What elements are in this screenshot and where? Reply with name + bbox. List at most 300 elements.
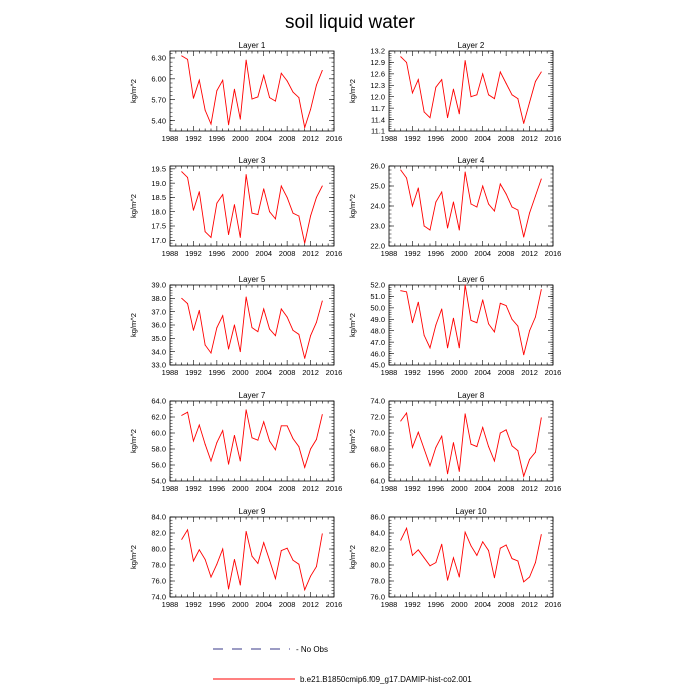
data-point [529,102,530,103]
data-point [465,285,466,286]
data-point [228,349,229,350]
data-point [269,97,270,98]
data-point [465,532,466,533]
series-line [182,56,323,128]
data-point [287,80,288,81]
legend-model-label: b.e21.B1850cmip6.f09_g17.DAMIP-hist-co2.001 [300,675,472,684]
panels [129,41,561,609]
panel-layer-1 [129,41,342,143]
data-point [275,101,276,102]
data-point [240,119,241,120]
data-point [216,442,217,443]
data-point [459,347,460,348]
data-point [459,471,460,472]
data-point [252,99,253,100]
data-point [476,207,477,208]
data-point [412,206,413,207]
y-tick-label: 47.0 [370,337,385,347]
data-point [322,414,323,415]
data-point [465,413,466,414]
data-point [459,230,460,231]
x-tick-label: 2016 [544,368,562,377]
y-tick-label: 36.0 [151,320,166,330]
panel-title: Layer 1 [238,41,266,50]
x-tick-label: 2008 [497,484,515,493]
y-axis-label: kg/m^2 [129,429,138,453]
y-tick-label: 19.5 [151,164,166,174]
y-tick-label: 18.5 [151,193,166,203]
x-tick-label: 1996 [208,600,226,609]
y-tick-label: 13.2 [370,46,385,56]
data-point [535,81,536,82]
data-point [535,452,536,453]
data-point [193,330,194,331]
data-point [447,117,448,118]
y-tick-label: 22.0 [370,241,385,251]
x-tick-label: 1996 [427,600,445,609]
x-tick-label: 2000 [231,484,249,493]
data-point [193,441,194,442]
data-point [228,124,229,125]
data-point [275,449,276,450]
data-point [199,425,200,426]
y-tick-label: 56.0 [151,460,166,470]
series-line [401,170,542,237]
data-point [234,89,235,90]
data-point [482,541,483,542]
x-tick-label: 2004 [474,600,492,609]
data-point [471,545,472,546]
data-point [435,325,436,326]
x-tick-label: 1988 [380,134,398,143]
x-tick-label: 1992 [185,134,202,143]
data-point [453,557,454,558]
data-point [435,447,436,448]
data-point [482,73,483,74]
data-point [441,436,442,437]
data-point [205,110,206,111]
data-point [281,73,282,74]
y-axis-label: kg/m^2 [129,545,138,569]
x-tick-label: 1988 [161,368,179,377]
data-point [275,578,276,579]
data-point [447,347,448,348]
data-point [316,566,317,567]
data-point [541,289,542,290]
data-point [205,345,206,346]
y-tick-label: 80.0 [370,560,385,570]
y-tick-label: 12.6 [370,69,385,79]
data-point [412,447,413,448]
data-point [482,299,483,300]
panel-title: Layer 8 [457,391,485,400]
data-point [476,322,477,323]
data-point [246,174,247,175]
x-tick-label: 1988 [380,484,398,493]
data-point [435,87,436,88]
x-tick-label: 2004 [255,368,273,377]
x-tick-label: 2008 [497,368,515,377]
data-point [187,412,188,413]
data-point [205,231,206,232]
data-point [322,533,323,534]
x-tick-label: 2004 [255,600,273,609]
data-point [435,202,436,203]
panel-title: Layer 5 [238,275,266,284]
y-tick-label: 6.00 [151,74,166,84]
data-point [216,90,217,91]
x-tick-label: 2016 [325,134,343,143]
data-point [304,589,305,590]
x-tick-label: 2012 [302,249,319,258]
data-point [447,473,448,474]
data-point [465,172,466,173]
plot-frame [170,517,334,597]
data-point [187,59,188,60]
data-point [488,550,489,551]
data-point [453,89,454,90]
x-tick-label: 2012 [521,600,538,609]
data-point [252,327,253,328]
x-tick-label: 2000 [450,368,468,377]
data-point [252,437,253,438]
y-tick-label: 5.40 [151,116,166,126]
y-tick-label: 39.0 [151,280,166,290]
y-tick-label: 11.1 [370,126,385,136]
x-tick-label: 2004 [474,484,492,493]
data-point [488,94,489,95]
data-point [459,113,460,114]
data-point [234,325,235,326]
legend-obs-label: - No Obs [296,645,329,654]
data-point [322,186,323,187]
data-point [275,335,276,336]
x-tick-label: 1988 [161,249,179,258]
plot-frame [389,166,553,246]
panel-title: Layer 4 [457,156,485,165]
x-tick-label: 2000 [231,134,249,143]
data-point [506,545,507,546]
x-tick-label: 1988 [161,484,179,493]
data-point [441,192,442,193]
data-point [298,446,299,447]
data-point [257,563,258,564]
data-point [453,442,454,443]
panel-title: Layer 6 [457,275,485,284]
x-tick-label: 2016 [544,249,562,258]
data-point [500,184,501,185]
data-point [506,83,507,84]
y-tick-label: 24.0 [370,201,385,211]
y-tick-label: 17.0 [151,235,166,245]
x-tick-label: 1992 [404,249,421,258]
data-point [193,561,194,562]
y-tick-label: 74.0 [370,396,385,406]
x-tick-label: 2000 [231,368,249,377]
data-point [287,425,288,426]
data-point [482,186,483,187]
x-tick-label: 2016 [544,484,562,493]
data-point [541,534,542,535]
y-tick-label: 82.0 [151,528,166,538]
data-point [205,559,206,560]
y-tick-label: 52.0 [370,280,385,290]
data-point [252,213,253,214]
data-point [263,542,264,543]
y-tick-label: 46.0 [370,349,385,359]
data-point [453,202,454,203]
x-tick-label: 1992 [404,484,421,493]
x-tick-label: 1996 [208,249,226,258]
x-tick-label: 1992 [404,368,421,377]
data-point [418,302,419,303]
data-point [228,464,229,465]
data-point [482,427,483,428]
data-point [453,318,454,319]
data-point [535,317,536,318]
data-point [246,531,247,532]
y-tick-label: 76.0 [370,592,385,602]
data-point [246,409,247,410]
x-tick-label: 2008 [278,249,296,258]
data-point [418,549,419,550]
data-point [400,540,401,541]
data-point [523,354,524,355]
data-point [269,211,270,212]
panel-title: Layer 3 [238,156,266,165]
y-tick-label: 48.0 [370,326,385,336]
data-point [400,56,401,57]
data-point [500,303,501,304]
x-tick-label: 1996 [427,484,445,493]
data-point [406,413,407,414]
data-point [263,188,264,189]
y-tick-label: 51.0 [370,292,385,302]
data-point [298,334,299,335]
y-tick-label: 74.0 [151,592,166,602]
x-tick-label: 2000 [450,249,468,258]
data-point [281,186,282,187]
x-tick-label: 2012 [521,134,538,143]
panel-layer-9 [129,507,342,609]
data-point [293,330,294,331]
data-point [310,216,311,217]
data-point [181,539,182,540]
y-tick-label: 58.0 [151,444,166,454]
x-tick-label: 2008 [278,600,296,609]
data-point [298,564,299,565]
x-tick-label: 1988 [380,368,398,377]
x-tick-label: 1996 [208,484,226,493]
y-axis-label: kg/m^2 [129,79,138,103]
data-point [529,459,530,460]
data-point [517,326,518,327]
data-point [441,544,442,545]
y-tick-label: 12.0 [370,92,385,102]
data-point [246,60,247,61]
data-point [430,117,431,118]
data-point [234,559,235,560]
data-point [257,440,258,441]
data-point [222,315,223,316]
data-point [488,204,489,205]
y-axis-label: kg/m^2 [348,79,357,103]
y-tick-label: 26.0 [370,161,385,171]
data-point [517,98,518,99]
data-point [471,96,472,97]
x-tick-label: 1992 [185,484,202,493]
data-point [412,92,413,93]
data-point [181,298,182,299]
x-tick-label: 2004 [474,249,492,258]
data-point [281,425,282,426]
x-tick-label: 1996 [208,368,226,377]
data-point [535,196,536,197]
y-axis-label: kg/m^2 [348,194,357,218]
y-tick-label: 64.0 [370,476,385,486]
y-tick-label: 38.0 [151,294,166,304]
x-tick-label: 1992 [185,368,202,377]
data-point [418,188,419,189]
data-point [246,297,247,298]
panel-title: Layer 7 [238,391,266,400]
y-tick-label: 66.0 [370,460,385,470]
data-point [263,75,264,76]
data-point [441,79,442,80]
data-point [322,301,323,302]
data-point [298,216,299,217]
data-point [441,309,442,310]
data-point [281,550,282,551]
data-point [199,191,200,192]
data-point [424,226,425,227]
y-tick-label: 25.0 [370,181,385,191]
data-point [211,577,212,578]
data-point [293,560,294,561]
data-point [488,323,489,324]
y-axis-label: kg/m^2 [129,313,138,337]
panel-layer-8 [348,391,561,493]
x-tick-label: 2008 [497,249,515,258]
data-point [488,446,489,447]
data-point [406,62,407,63]
data-point [263,421,264,422]
data-point [287,197,288,198]
data-point [304,243,305,244]
data-point [211,124,212,125]
data-point [471,204,472,205]
x-tick-label: 2016 [544,134,562,143]
x-tick-label: 2012 [521,484,538,493]
data-point [257,96,258,97]
data-point [316,85,317,86]
data-point [275,218,276,219]
data-point [240,461,241,462]
y-tick-label: 34.0 [151,347,166,357]
x-tick-label: 2008 [278,368,296,377]
series-line [401,57,542,124]
data-point [406,291,407,292]
y-tick-label: 37.0 [151,307,166,317]
series-line [401,285,542,355]
data-point [287,317,288,318]
x-tick-label: 1988 [380,249,398,258]
y-tick-label: 23.0 [370,221,385,231]
y-tick-label: 11.4 [370,115,385,125]
data-point [541,179,542,180]
data-point [211,237,212,238]
data-point [517,450,518,451]
data-point [205,444,206,445]
data-point [412,555,413,556]
data-point [523,581,524,582]
data-point [269,329,270,330]
y-axis-label: kg/m^2 [348,545,357,569]
x-tick-label: 2008 [278,134,296,143]
y-axis-label: kg/m^2 [129,194,138,218]
y-tick-label: 72.0 [370,412,385,422]
legend [213,645,472,684]
data-point [500,433,501,434]
data-point [529,577,530,578]
x-tick-label: 2000 [231,600,249,609]
data-point [293,213,294,214]
x-tick-label: 2000 [450,600,468,609]
data-point [512,445,513,446]
data-point [240,237,241,238]
data-point [181,171,182,172]
data-point [541,417,542,418]
data-point [228,589,229,590]
panel-title: Layer 9 [238,507,266,516]
x-tick-label: 1988 [161,600,179,609]
y-tick-label: 45.0 [370,360,385,370]
y-tick-label: 76.0 [151,576,166,586]
plot-frame [389,517,553,597]
panel-layer-2 [348,41,561,143]
data-point [222,194,223,195]
data-point [400,170,401,171]
data-point [529,213,530,214]
data-point [512,558,513,559]
y-tick-label: 86.0 [370,512,385,522]
data-point [316,197,317,198]
x-tick-label: 2016 [325,600,343,609]
panel-layer-10 [348,507,561,609]
x-tick-label: 1988 [380,600,398,609]
data-point [476,555,477,556]
data-point [228,234,229,235]
data-point [293,92,294,93]
plot-frame [389,401,553,481]
data-point [211,461,212,462]
data-point [512,319,513,320]
data-point [435,562,436,563]
data-point [412,322,413,323]
x-tick-label: 1992 [185,600,202,609]
data-point [465,60,466,61]
data-point [430,230,431,231]
data-point [304,467,305,468]
data-point [181,415,182,416]
y-tick-label: 18.0 [151,207,166,217]
data-point [310,335,311,336]
figure-title: soil liquid water [285,12,415,33]
data-point [406,178,407,179]
data-point [418,432,419,433]
y-tick-label: 70.0 [370,428,385,438]
data-point [447,228,448,229]
